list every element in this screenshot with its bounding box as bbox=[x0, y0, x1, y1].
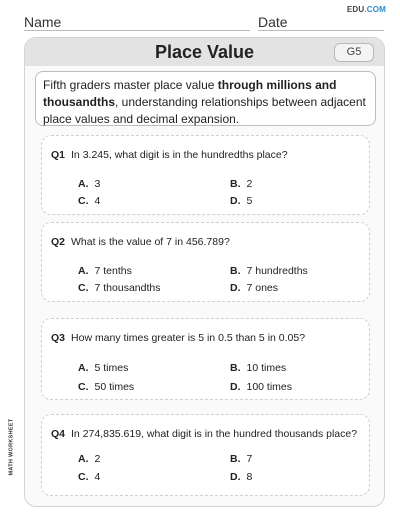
question-number: Q4 bbox=[51, 428, 66, 440]
brand-logo: EDU.COM bbox=[346, 5, 386, 14]
intro-box bbox=[35, 71, 376, 126]
option-d[interactable]: D. 100 times bbox=[230, 381, 293, 393]
date-label: Date bbox=[258, 14, 288, 30]
question-text: Q2 What is the value of 7 in 456.789? bbox=[51, 236, 230, 248]
name-date-row bbox=[24, 14, 384, 32]
intro-text: Fifth graders master place value bbox=[43, 78, 218, 92]
name-label: Name bbox=[24, 14, 62, 30]
question-number: Q3 bbox=[51, 332, 66, 344]
date-line[interactable] bbox=[258, 30, 384, 31]
option-a[interactable]: A. 3 bbox=[78, 178, 101, 190]
question-card-2 bbox=[41, 222, 370, 302]
option-b[interactable]: B. 10 times bbox=[230, 362, 287, 374]
worksheet-panel bbox=[24, 37, 385, 507]
option-d[interactable]: D. 5 bbox=[230, 195, 253, 207]
option-a[interactable]: A. 7 tenths bbox=[78, 265, 132, 277]
title-bar bbox=[25, 38, 384, 66]
option-b[interactable]: B. 7 bbox=[230, 453, 253, 465]
question-card-3 bbox=[41, 318, 370, 400]
option-c[interactable]: C. 4 bbox=[78, 195, 101, 207]
intro-bold-text: through millions and thousandths bbox=[43, 78, 337, 109]
grade-badge: G5 bbox=[334, 43, 374, 62]
option-c[interactable]: C. 50 times bbox=[78, 381, 135, 393]
question-number: Q2 bbox=[51, 236, 66, 248]
question-number: Q1 bbox=[51, 149, 66, 161]
option-b[interactable]: B. 2 bbox=[230, 178, 253, 190]
name-line[interactable] bbox=[24, 30, 250, 31]
worksheet-title: Place Value bbox=[154, 42, 255, 62]
option-b[interactable]: B. 7 hundredths bbox=[230, 265, 308, 277]
option-a[interactable]: A. 2 bbox=[78, 453, 101, 465]
question-text: Q1 In 3.245, what digit is in the hundredths place? bbox=[51, 149, 288, 161]
side-label: MATH WORKSHEET bbox=[8, 418, 15, 476]
question-text: Q3 How many times greater is 5 in 0.5 than 5 in 0.05? bbox=[51, 332, 306, 344]
option-a[interactable]: A. 5 times bbox=[78, 362, 129, 374]
option-c[interactable]: C. 4 bbox=[78, 471, 101, 483]
question-card-4 bbox=[41, 414, 370, 496]
option-c[interactable]: C. 7 thousandths bbox=[78, 282, 161, 294]
option-d[interactable]: D. 8 bbox=[230, 471, 253, 483]
option-d[interactable]: D. 7 ones bbox=[230, 282, 279, 294]
intro-text-end: , understanding relationships between adjacent place values and decimal expansion. bbox=[43, 95, 366, 126]
question-card-1 bbox=[41, 135, 370, 215]
question-text: Q4 In 274,835.619, what digit is in the hundred thousands place? bbox=[51, 428, 358, 440]
